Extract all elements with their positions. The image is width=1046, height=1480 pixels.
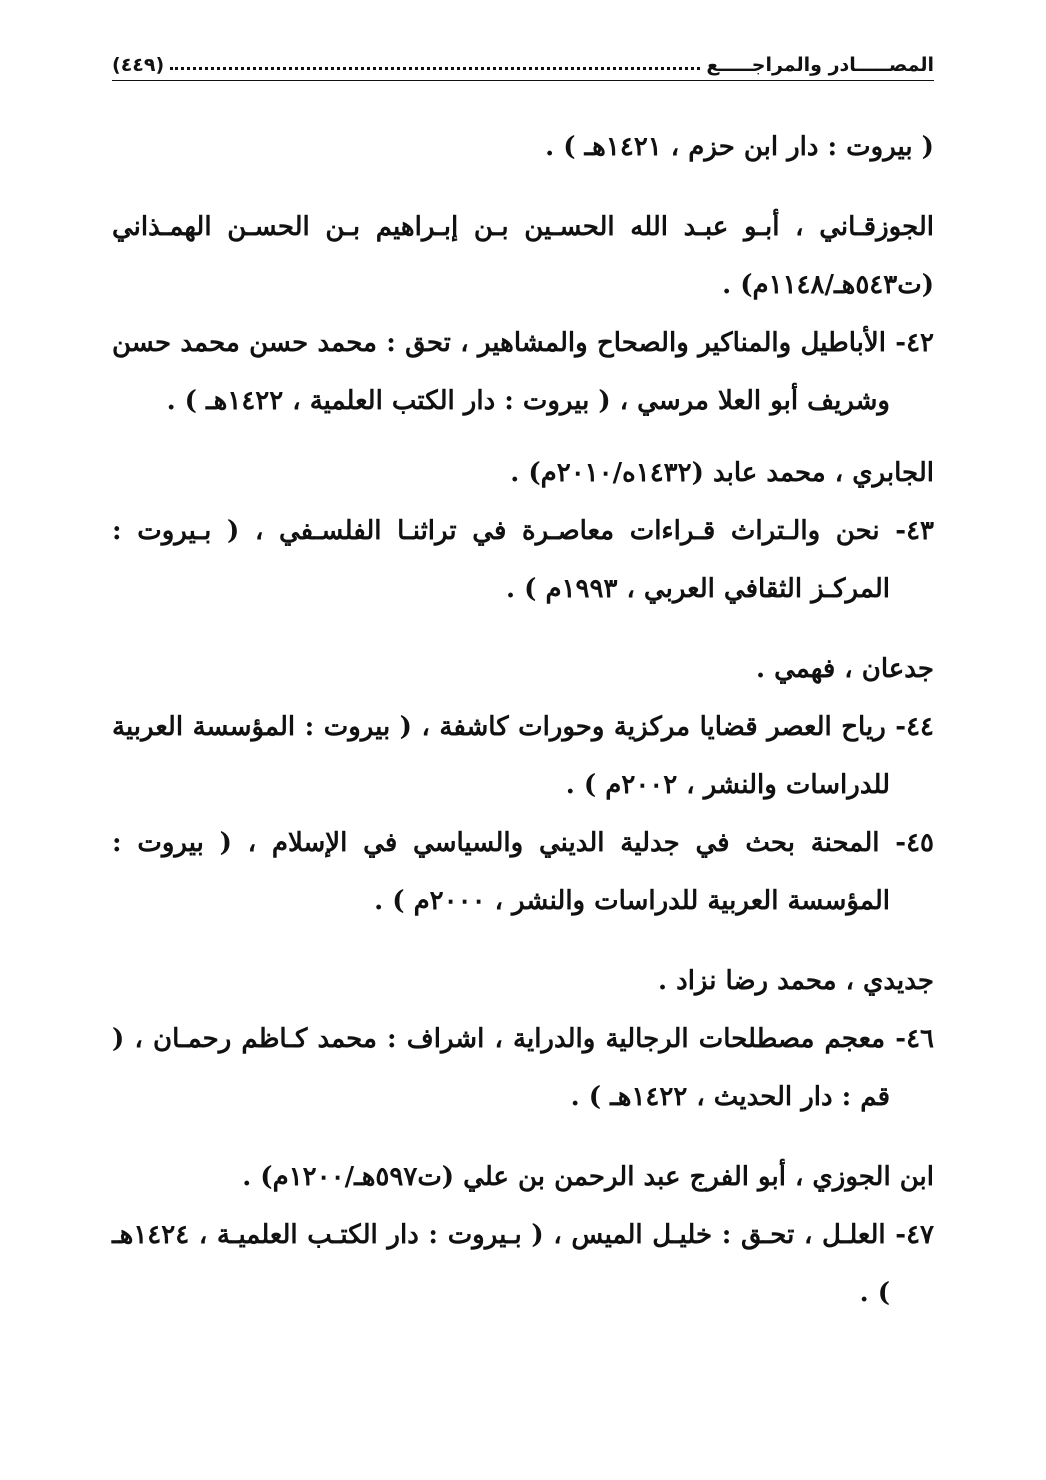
reference-entry: ٤٥- المحنة بحث في جدلية الديني والسياسي في الإسلام ، ( بيروت : المؤسسة العربية للدراسات والنشر ، ٢٠٠٠م ) .: [112, 828, 934, 916]
reference-continuation: ( بيروت : دار ابن حزم ، ١٤٢١هـ ) .: [545, 132, 934, 162]
header-dot-leader: [170, 66, 700, 70]
spacer: [112, 430, 934, 444]
author-heading: جديدي ، محمد رضا نزاد .: [658, 966, 934, 996]
author-heading: الجابري ، محمد عابد (١٤٣٢ه/٢٠١٠م) .: [510, 458, 934, 488]
reference-entry: ٤٧- العلـل ، تحـق : خليـل الميس ، ( بـيروت : دار الكتـب العلميـة ، ١٤٢٤هـ ) .: [112, 1220, 934, 1308]
author-heading: الجوزقـاني ، أبـو عبـد الله الحسـين بـن إبـراهيم بـن الحسـن الهمـذاني (ت٥٤٣هـ/١١٤٨م) .: [112, 212, 934, 300]
reference-entry: ٤٣- نحن والـتراث قـراءات معاصـرة في تراثنـا الفلسـفي ، ( بـيروت : المركـز الثقافي العربي ، ١٩٩٣م ) .: [112, 516, 934, 604]
page-number: (٤٤٩): [112, 54, 165, 76]
running-header: [112, 42, 934, 76]
spacer: [112, 1126, 934, 1148]
author-heading: جدعان ، فهمي .: [756, 654, 934, 684]
header-rule: [112, 80, 934, 81]
running-title: المصـــــادر والمراجـــــع: [706, 54, 934, 76]
reference-entry: ٤٢- الأباطيل والمناكير والصحاح والمشاهير ، تحق : محمد حسن محمد حسن وشريف أبو العلا مرسي ، ( بيروت : دار الكتب العلمية ، ١٤٢٢هـ ) .: [112, 328, 934, 416]
spacer: [112, 930, 934, 952]
author-heading: ابن الجوزي ، أبو الفرج عبد الرحمن بن علي (ت٥٩٧هـ/١٢٠٠م) .: [242, 1162, 934, 1192]
bibliography-content: [112, 118, 934, 1322]
reference-entry: ٤٤- رياح العصر قضايا مركزية وحورات كاشفة ، ( بيروت : المؤسسة العربية للدراسات والنشر ، ٢٠٠٢م ) .: [112, 712, 934, 800]
spacer: [112, 618, 934, 640]
spacer: [112, 176, 934, 198]
reference-entry: ٤٦- معجم مصطلحات الرجالية والدراية ، اشراف : محمد كـاظم رحمـان ، ( قم : دار الحديث ، ١٤٢٢هـ ) .: [112, 1024, 934, 1112]
